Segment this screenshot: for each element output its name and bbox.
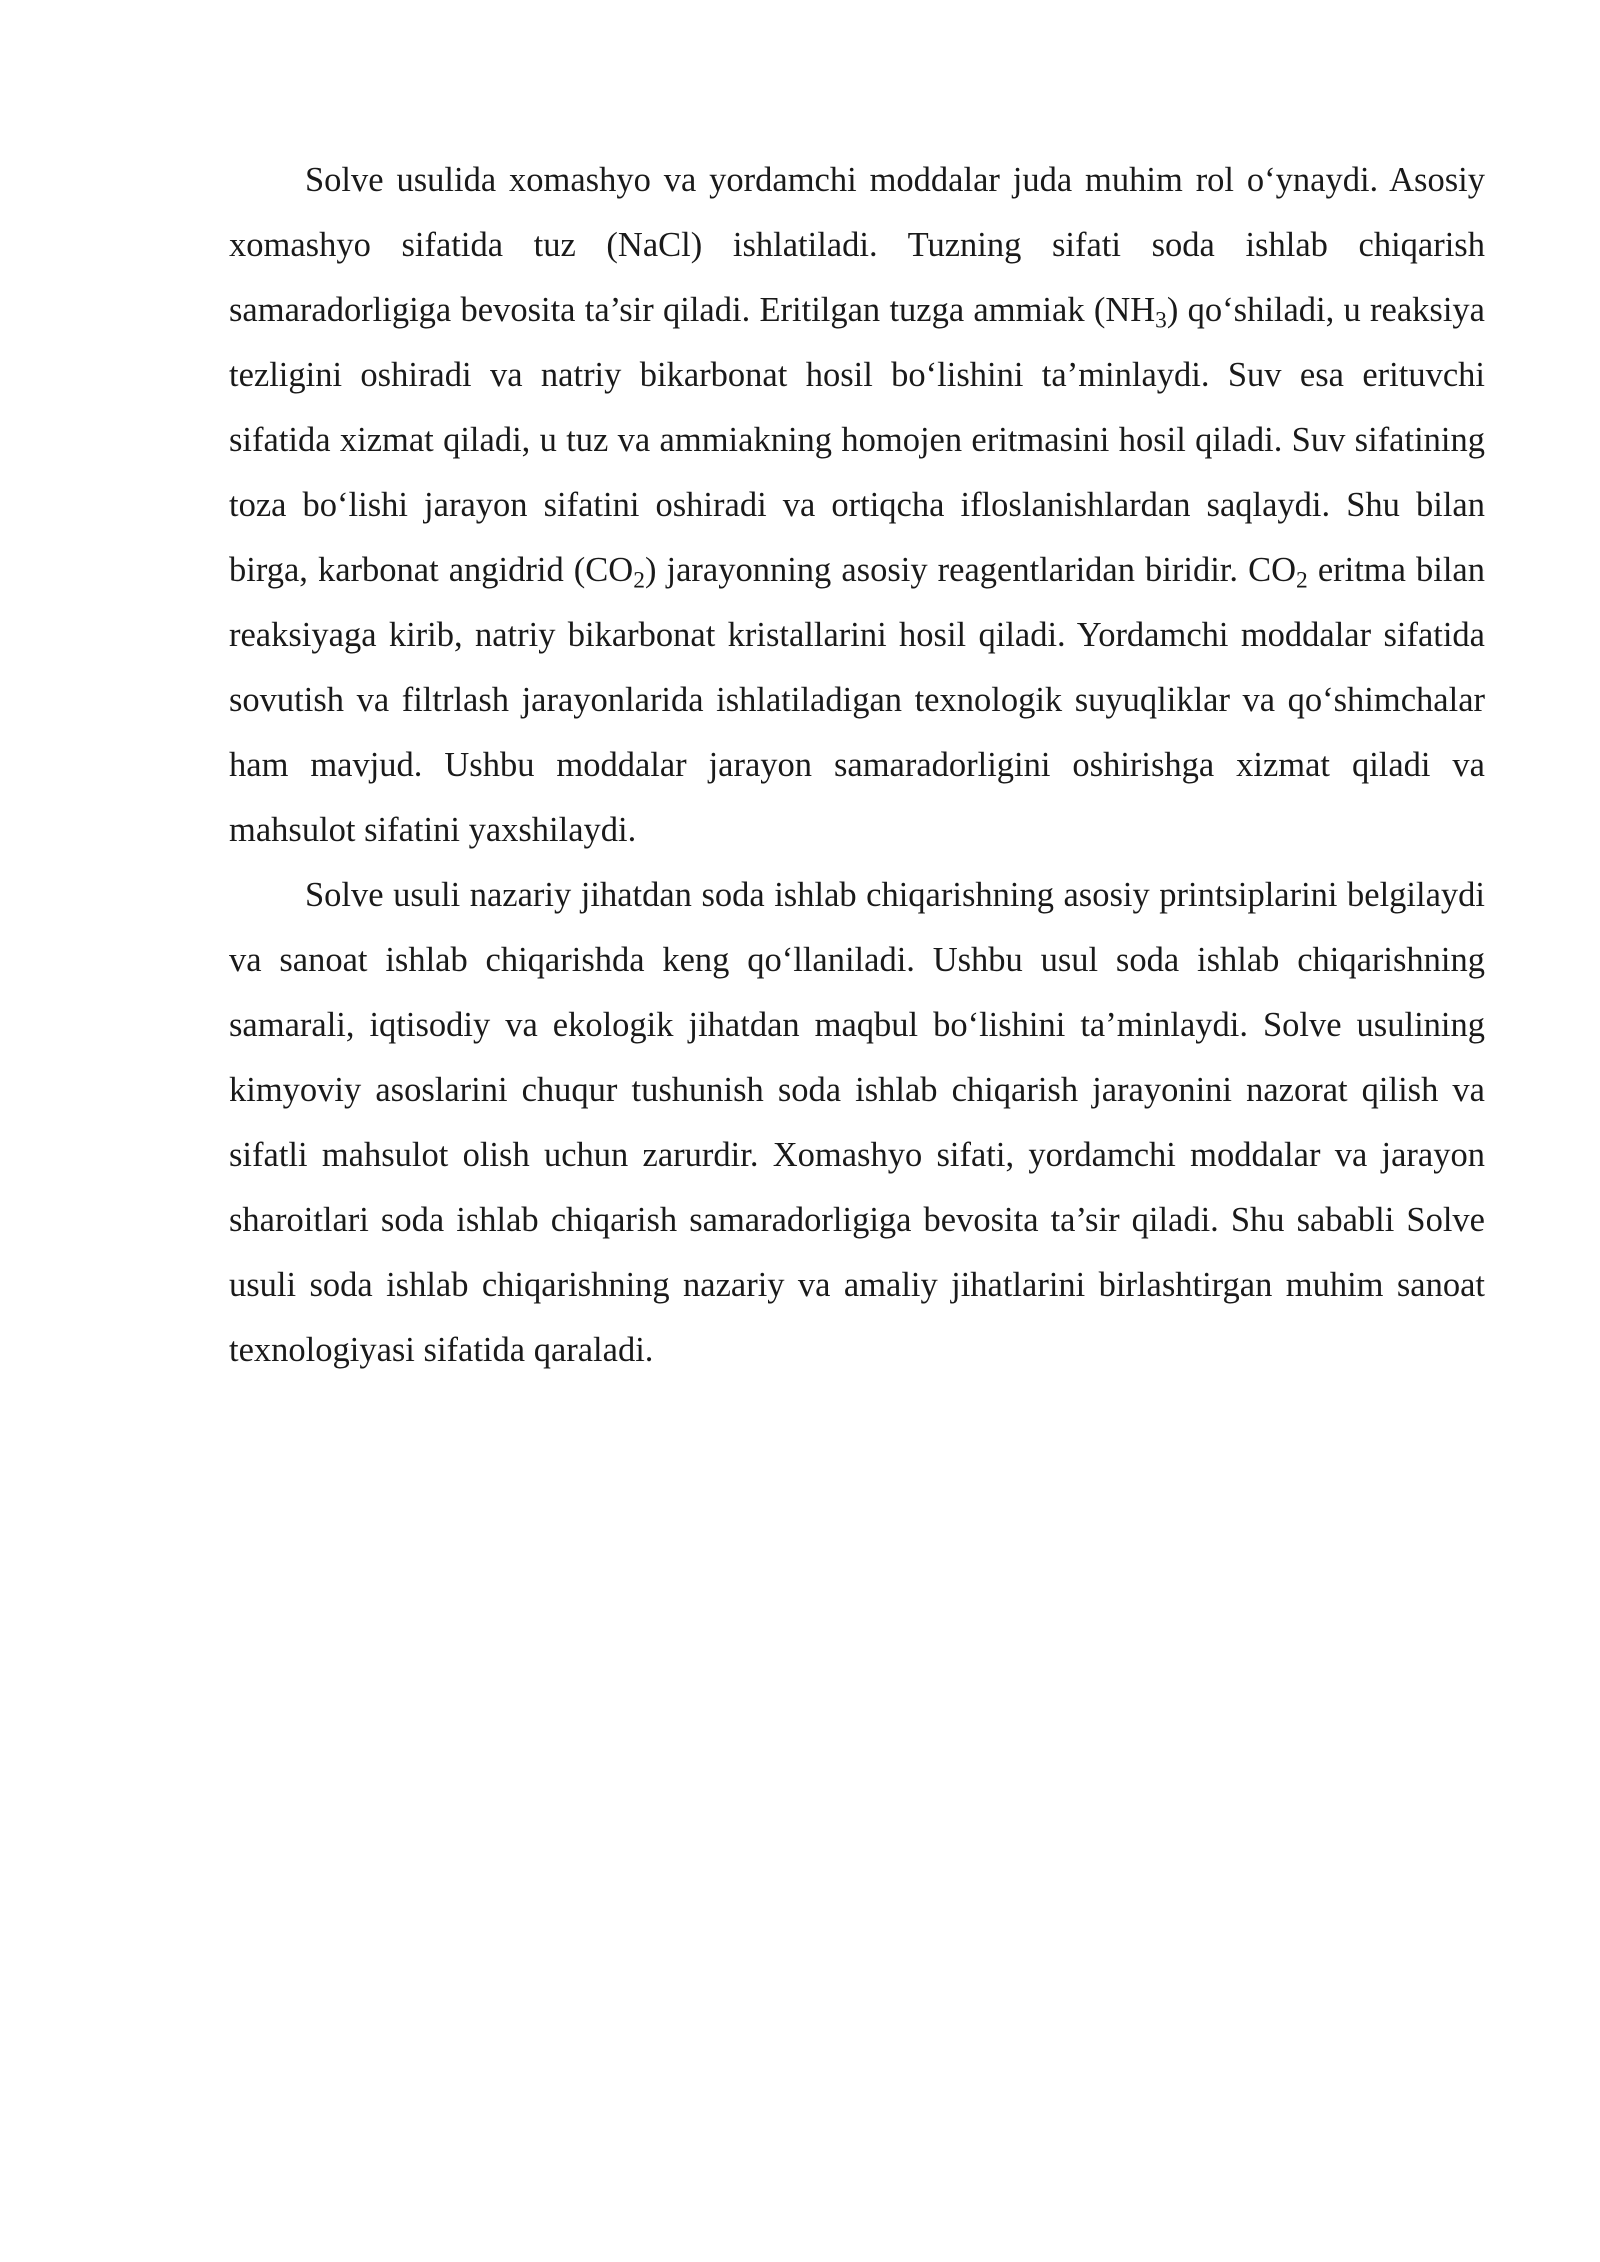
subscript: 2 [633,567,645,594]
paragraph-conclusion [229,863,1485,1383]
subscript: 3 [1155,307,1167,334]
paragraph-raw-materials [229,148,1485,863]
text-segment: ) jarayonning asosiy reagentlaridan biridir. CO [644,551,1297,589]
text-segment: eritma bilan reaksiyaga kirib, natriy bikarbonat kristallarini hosil qiladi. Yordamchi moddalar sifatida sovutish va filtrlash jarayonlarida ishlatiladigan texnologik suyuqliklar va qo‘shimchalar ham mavjud. Ushbu moddalar jarayon samaradorligini oshirishga xizmat qiladi va mahsulot sifatini yaxshilaydi. [229,551,1485,849]
text-segment: Solve usuli nazariy jihatdan soda ishlab chiqarishning asosiy printsiplarini belgilaydi va sanoat ishlab chiqarishda keng qo‘llaniladi. Ushbu usul soda ishlab chiqarishning samarali, iqtisodiy va ekologik jihatdan maqbul bo‘lishini ta’minlaydi. Solve usulining kimyoviy asoslarini chuqur tushunish soda ishlab chiqarish jarayonini nazorat qilish va sifatli mahsulot olish uchun zarurdir. Xomashyo sifati, yordamchi moddalar va jarayon sharoitlari soda ishlab chiqarish samaradorligiga bevosita ta’sir qiladi. Shu sababli Solve usuli soda ishlab chiqarishning nazariy va amaliy jihatlarini birlashtirgan muhim sanoat texnologiyasi sifatida qaraladi. [229,876,1485,1369]
document-body [229,148,1485,1383]
text-segment: ) qo‘shiladi, u reaksiya tezligini oshiradi va natriy bikarbonat hosil bo‘lishini ta’minlaydi. Suv esa erituvchi sifatida xizmat qiladi, u tuz va ammiakning homojen eritmasini hosil qiladi. Suv sifatining toza bo‘lishi jarayon sifatini oshiradi va ortiqcha ifloslanishlardan saqlaydi. Shu bilan birga, karbonat angidrid (CO [229,291,1485,589]
text-segment: Solve usulida xomashyo va yordamchi moddalar juda muhim rol o‘ynaydi. Asosiy xomashyo sifatida tuz (NaCl) ishlatiladi. Tuzning sifati soda ishlab chiqarish samaradorligiga bevosita ta’sir qiladi. Eritilgan tuzga ammiak (NH [229,161,1485,329]
subscript: 2 [1296,567,1308,594]
